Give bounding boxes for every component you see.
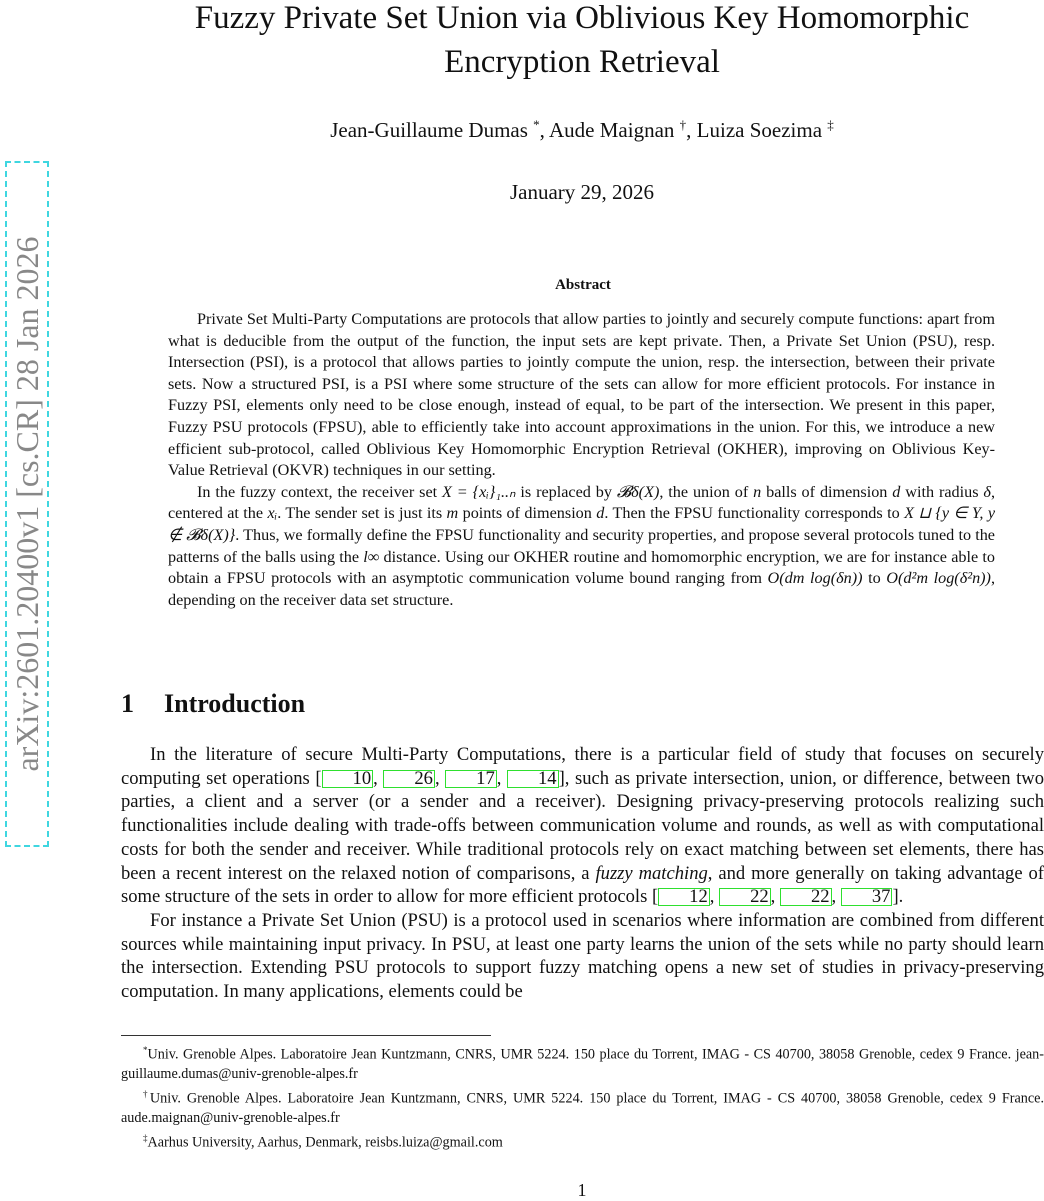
section-heading <box>121 689 305 719</box>
text-run: ], such as private intersection, union, or difference, between two parties, a client and a server (or a sender and a receiver). Designing privacy-preserving protocols realizing such functionalities include dealing with trade-offs between communication volume and rounds, as well as with computational costs for both the sender and receiver. While traditional protocols rely on exact matching between set elements, there has been a recent interest on the relaxed notion of comparisons, a <box>121 767 1044 884</box>
footnote-text: Univ. Grenoble Alpes. Laboratoire Jean Kuntzmann, CNRS, UMR 5224. 150 place du Torrent, IMAG - CS 40700, 38058 Grenoble, cedex 9 France. jean-guillaume.dumas@univ-grenoble-alpes.fr <box>121 1046 1044 1083</box>
text-run: distance. Using our OKHER routine and homomorphic encryption, we are for instance able to obtain a FPSU protocols with an asymptotic communication volume bound ranging from <box>168 547 995 588</box>
arxiv-stamp <box>2 160 52 850</box>
author-name: Luiza Soezima <box>696 118 823 142</box>
text-run: ]. <box>892 886 904 908</box>
citation-link[interactable]: 17 <box>445 770 497 788</box>
text-run: , <box>709 886 720 908</box>
text-run: , <box>831 886 841 908</box>
math-expression: d <box>892 482 901 501</box>
math-expression: X = {xᵢ}₁..ₙ <box>442 482 516 501</box>
body-paragraph <box>121 909 1044 1004</box>
citation-link[interactable]: 14 <box>507 770 559 788</box>
math-expression: δ <box>983 482 991 501</box>
text-run: , <box>434 767 446 789</box>
author-list: Jean-Guillaume Dumas *, Aude Maignan †, Luiza Soezima ‡ <box>330 117 834 142</box>
text-run: . Thus, we formally define the FPSU functionality and security properties, and propose several protocols tuned to the patterns of the balls using the <box>168 525 995 566</box>
citation-link[interactable]: 22 <box>719 888 771 906</box>
text-run: balls of dimension <box>761 482 893 501</box>
citation-link[interactable]: 37 <box>841 888 893 906</box>
footnote-mark: † <box>143 1088 150 1099</box>
paper-date: January 29, 2026 <box>509 180 655 204</box>
footnote-mark[interactable]: ‡ <box>827 117 834 132</box>
footnote <box>121 1085 1044 1129</box>
author-name: Jean-Guillaume Dumas <box>330 118 528 142</box>
abstract-paragraph <box>168 482 995 612</box>
text-run: is replaced by <box>515 482 617 501</box>
footnote <box>121 1129 1044 1153</box>
footnote-text: Univ. Grenoble Alpes. Laboratoire Jean Kuntzmann, CNRS, UMR 5224. 150 place du Torrent, IMAG - CS 40700, 38058 Grenoble, cedex 9 France. aude.maignan@univ-grenoble-alpes.fr <box>121 1090 1044 1127</box>
author-name: Aude Maignan <box>549 118 675 142</box>
title-line: Fuzzy Private Set Union via Oblivious Key Homomorphic <box>194 0 970 36</box>
footnote-mark[interactable]: * <box>533 117 540 132</box>
text-run: . The sender set is just its <box>277 504 447 523</box>
text-run: with radius <box>900 482 984 501</box>
body-paragraph <box>121 743 1044 909</box>
math-expression: xᵢ <box>267 504 278 523</box>
paper-title <box>100 0 1044 84</box>
footnote <box>121 1041 1044 1085</box>
text-run: Private Set Multi-Party Computations are protocols that allow parties to jointly and securely compute functions: apart from what is deducible from the output of the function, the input sets are kept private. Then, a Private Set Union (PSU), resp. Intersection (PSI), is a protocol that allows parties to jointly compute the union, resp. the intersection, between their private sets. Now a structured PSI, is a PSI where some structure of the sets can allow for more efficient protocols. For instance in Fuzzy PSI, elements only need to be close enough, instead of equal, to be part of the intersection. We present in this paper, Fuzzy PSU protocols (FPSU), able to efficiently take into account approximations in the union. For this, we introduce a new efficient sub-protocol, called Oblivious Key Homomorphic Encryption Retrieval (OKHER), improving on Oblivious Key-Value Retrieval (OKVR) techniques in our setting. <box>168 310 995 480</box>
math-expression: m <box>446 504 459 523</box>
emphasized-text: fuzzy matching <box>595 862 708 884</box>
citation-link[interactable]: 10 <box>322 770 374 788</box>
text-run: , the union of <box>659 482 754 501</box>
citation-link[interactable]: 26 <box>383 770 435 788</box>
text-run: to <box>862 569 887 588</box>
math-expression: X ⊔ {y ∈ Y, y ∉ 𝓑δ(X)} <box>168 504 996 544</box>
math-expression: O(d²m log(δ²n)) <box>886 569 991 588</box>
abstract-heading: Abstract <box>555 277 611 293</box>
citation-link[interactable]: 12 <box>658 888 710 906</box>
page-number: 1 <box>577 1180 587 1200</box>
math-expression: d <box>596 504 605 523</box>
body-text <box>121 743 1044 1004</box>
abstract-paragraph <box>168 309 995 482</box>
section-title: Introduction <box>164 689 306 718</box>
text-run: points of dimension <box>458 504 597 523</box>
footnote-text: Aarhus University, Aarhus, Denmark, reisbs.luiza@gmail.com <box>147 1134 503 1151</box>
footnote-mark[interactable]: † <box>679 117 687 132</box>
arxiv-identifier[interactable]: arXiv:2601.20400v1 [cs.CR] 28 Jan 2026 <box>5 161 49 847</box>
math-expression: l∞ <box>363 547 380 566</box>
text-run: , depending on the receiver data set structure. <box>168 569 995 609</box>
text-run: , and more generally on taking advantage of some structure of the sets in order to allow for more efficient protocols [ <box>121 862 1044 908</box>
footnote-rule <box>121 1035 491 1036</box>
text-run: In the fuzzy context, the receiver set <box>197 482 443 501</box>
text-run: For instance a Private Set Union (PSU) is a protocol used in scenarios where information are combined from different sources while maintaining input privacy. In PSU, at least one party learns the union of the sets while no party should learn the intersection. Extending PSU protocols to support fuzzy matching opens a new set of studies in privacy-preserving computation. In many applications, elements could be <box>121 909 1044 1003</box>
footnotes <box>121 1041 1044 1153</box>
citation-link[interactable]: 22 <box>780 888 832 906</box>
text-run: , centered at the <box>168 482 995 523</box>
math-expression: n <box>753 482 762 501</box>
text-run: , <box>770 886 780 908</box>
title-line: Encryption Retrieval <box>444 44 720 80</box>
footnote-mark: ‡ <box>143 1132 148 1143</box>
abstract <box>168 309 995 611</box>
text-run: , <box>373 767 384 789</box>
footnote-mark: * <box>143 1045 148 1055</box>
text-run: , <box>496 767 507 789</box>
text-run: In the literature of secure Multi-Party Computations, there is a particular field of study that focuses on securely computing set operations [ <box>121 744 1044 789</box>
section-number: 1 <box>121 689 134 718</box>
text-run: . Then the FPSU functionality corresponds to <box>604 504 905 523</box>
math-expression: O(dm log(δn)) <box>767 569 863 588</box>
math-expression: 𝓑δ(X) <box>616 482 660 501</box>
